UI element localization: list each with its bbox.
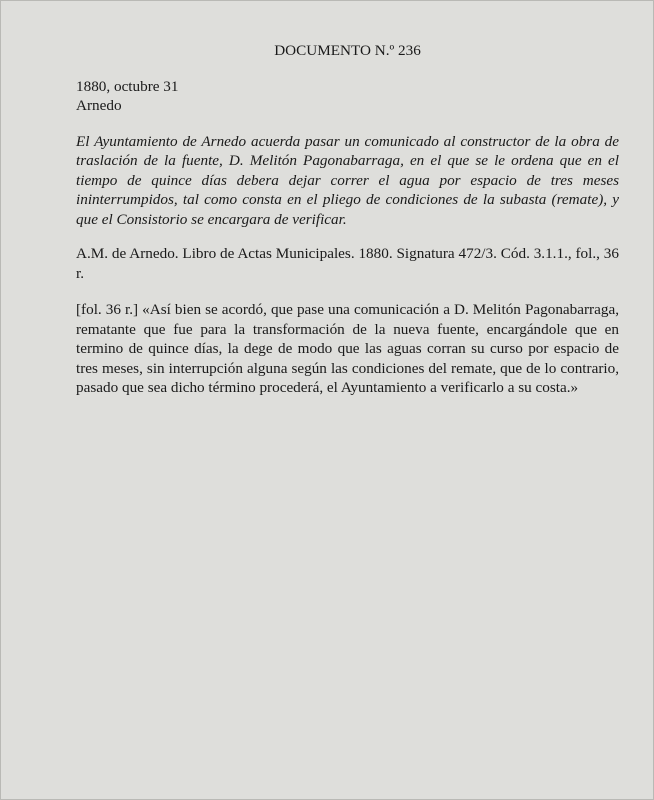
archive-reference: A.M. de Arnedo. Libro de Actas Municipales. 1880. Signatura 472/3. Cód. 3.1.1., fol., 36 r. xyxy=(76,245,619,282)
document-title: DOCUMENTO N.º 236 xyxy=(274,42,421,59)
document-date: 1880, octubre 31 xyxy=(76,77,179,95)
document-transcription: [fol. 36 r.] «Así bien se acordó, que pase una comunicación a D. Melitón Pagonabarraga, rematante que fue para la transformación de la nueva fuente, encargándole que en termino de quince días, la dege de modo que las aguas corran su curso por espacio de tres meses, sin interrupción alguna según las condiciones del remate, que de lo contrario, pasado que sea dicho término procederá, el Ayuntamiento a verificarlo a su costa.» xyxy=(76,301,619,396)
document-place: Arnedo xyxy=(76,97,122,114)
document-summary: El Ayuntamiento de Arnedo acuerda pasar un comunicado al constructor de la obra de traslación de la fuente, D. Melitón Pagonabarraga, en el que se le ordena que en el tiempo de quince días debera dejar correr el agua por espacio de tres meses ininterrumpidos, tal como consta en el pliego de condiciones de la subasta (remate), y que el Consistorio se encargara de verificar. xyxy=(76,132,619,228)
date-place-block xyxy=(76,77,619,116)
document-content xyxy=(76,41,619,398)
